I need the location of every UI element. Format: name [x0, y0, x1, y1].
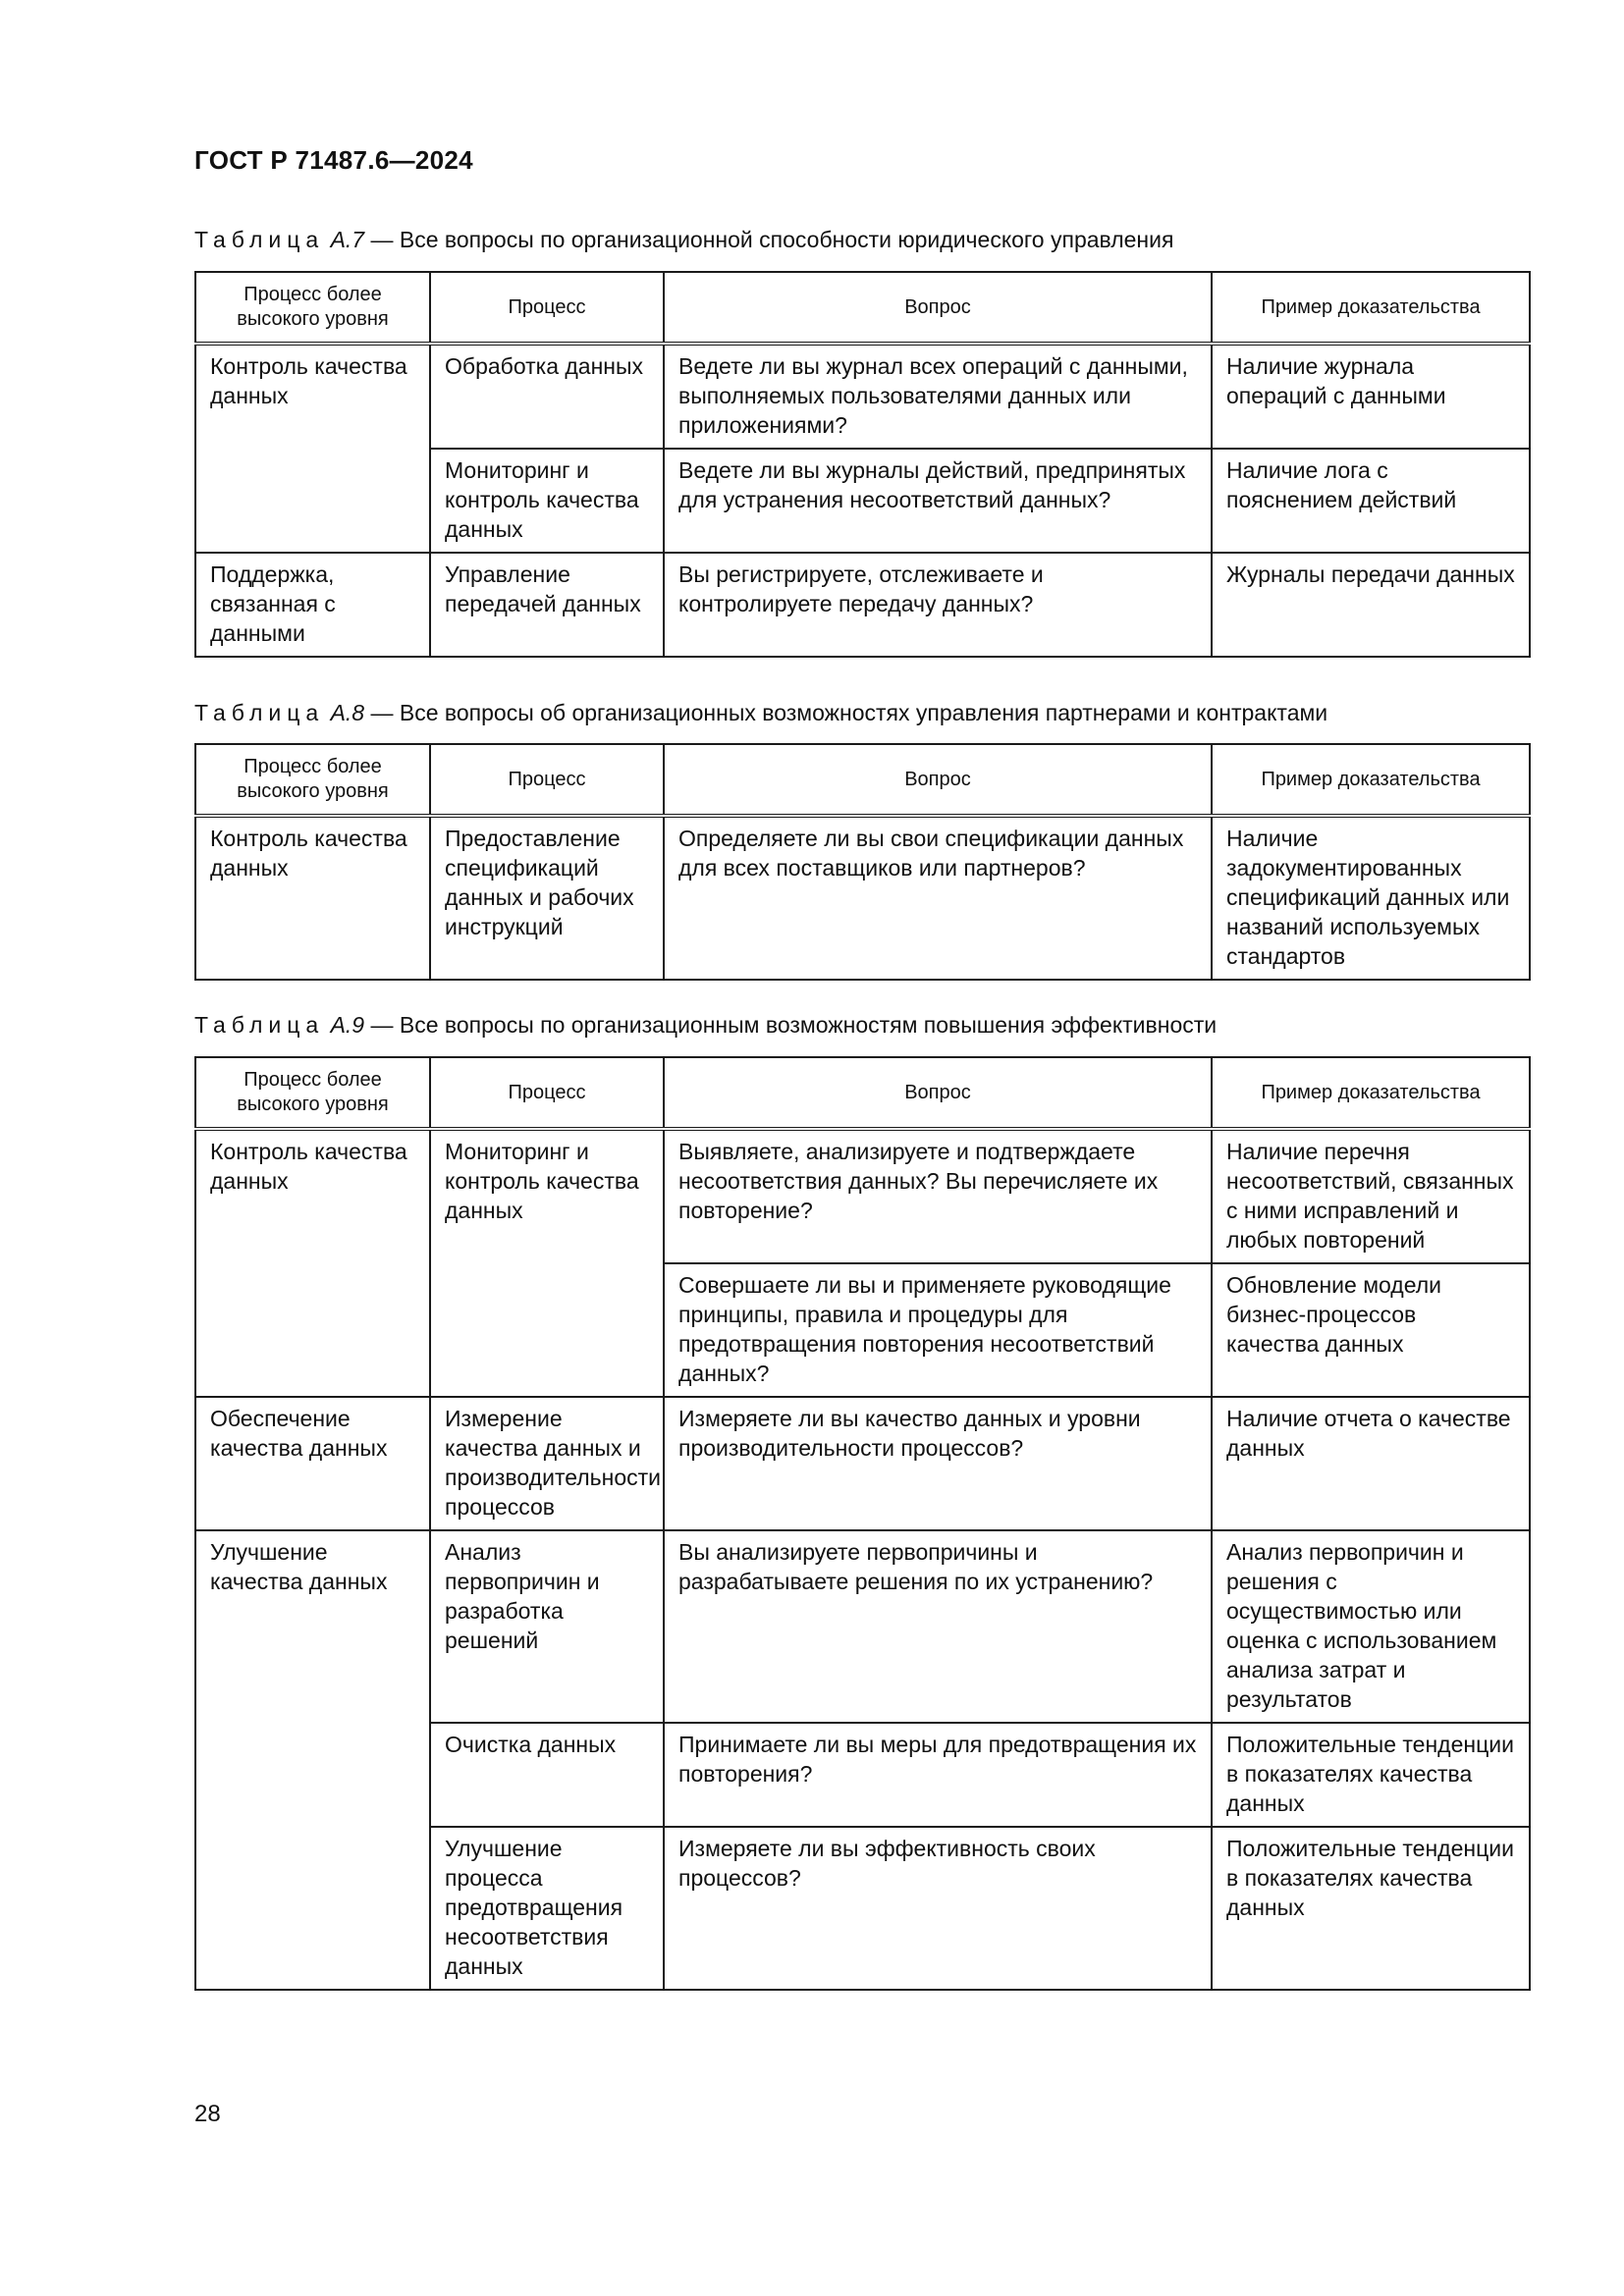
cell-group: Контроль качества данных [195, 1129, 430, 1397]
cell-evidence: Анализ первопричин и решения с осуществимостью или оценка с использованием анализа затрат и результатов [1212, 1530, 1530, 1723]
cell-process: Управление передачей данных [430, 553, 664, 657]
table-row [195, 344, 1530, 449]
header-evidence-example: Пример доказательства [1212, 744, 1530, 816]
header-higher-level-process: Процесс более высокого уровня [195, 744, 430, 816]
table-caption-a9 [194, 1012, 1217, 1039]
header-process: Процесс [430, 272, 664, 344]
header-evidence-example: Пример доказательства [1212, 272, 1530, 344]
cell-evidence: Наличие перечня несоответствий, связанных с ними исправлений и любых повторений [1212, 1129, 1530, 1263]
cell-question: Ведете ли вы журналы действий, предпринятых для устранения несоответствий данных? [664, 449, 1212, 553]
caption-label: Таблица [194, 227, 325, 252]
table-row [195, 1129, 1530, 1263]
cell-process: Улучшение процесса предотвращения несоответствия данных [430, 1827, 664, 1990]
cell-process: Обработка данных [430, 344, 664, 449]
cell-process: Мониторинг и контроль качества данных [430, 449, 664, 553]
caption-label: Таблица [194, 1012, 325, 1038]
caption-text: — Все вопросы по организационной способности юридического управления [364, 227, 1174, 252]
caption-number: А.7 [330, 227, 365, 252]
cell-question: Измеряете ли вы качество данных и уровни производительности процессов? [664, 1397, 1212, 1530]
cell-question: Совершаете ли вы и применяете руководящие принципы, правила и процедуры для предотвращения повторения несоответствий данных? [664, 1263, 1212, 1397]
cell-question: Определяете ли вы свои спецификации данных для всех поставщиков или партнеров? [664, 816, 1212, 980]
cell-evidence: Положительные тенденции в показателях качества данных [1212, 1827, 1530, 1990]
cell-process: Предоставление спецификаций данных и рабочих инструкций [430, 816, 664, 980]
table-a8 [194, 743, 1531, 981]
cell-process: Очистка данных [430, 1723, 664, 1827]
cell-question: Ведете ли вы журнал всех операций с данными, выполняемых пользователями данных или приложениями? [664, 344, 1212, 449]
cell-question: Вы анализируете первопричины и разрабатываете решения по их устранению? [664, 1530, 1212, 1723]
table-row [195, 553, 1530, 657]
header-question: Вопрос [664, 1057, 1212, 1129]
caption-text: — Все вопросы об организационных возможностях управления партнерами и контрактами [364, 700, 1328, 725]
document-title: ГОСТ Р 71487.6—2024 [194, 145, 473, 175]
cell-evidence: Наличие журнала операций с данными [1212, 344, 1530, 449]
cell-evidence: Журналы передачи данных [1212, 553, 1530, 657]
cell-question: Измеряете ли вы эффективность своих процессов? [664, 1827, 1212, 1990]
table-row [195, 816, 1530, 980]
caption-text: — Все вопросы по организационным возможностям повышения эффективности [364, 1012, 1218, 1038]
cell-evidence: Наличие отчета о качестве данных [1212, 1397, 1530, 1530]
header-higher-level-process: Процесс более высокого уровня [195, 272, 430, 344]
cell-question: Выявляете, анализируете и подтверждаете несоответствия данных? Вы перечисляете их повторение? [664, 1129, 1212, 1263]
table-row [195, 1530, 1530, 1723]
cell-evidence: Наличие лога с пояснением действий [1212, 449, 1530, 553]
caption-number: А.8 [330, 700, 365, 725]
cell-evidence: Наличие задокументированных спецификаций данных или названий используемых стандартов [1212, 816, 1530, 980]
caption-number: А.9 [330, 1012, 365, 1038]
cell-evidence: Положительные тенденции в показателях качества данных [1212, 1723, 1530, 1827]
cell-process: Измерение качества данных и производительности процессов [430, 1397, 664, 1530]
cell-group: Поддержка, связанная с данными [195, 553, 430, 657]
header-question: Вопрос [664, 272, 1212, 344]
cell-process: Анализ первопричин и разработка решений [430, 1530, 664, 1723]
table-caption-a7 [194, 227, 1173, 253]
cell-group: Обеспечение качества данных [195, 1397, 430, 1530]
cell-group: Контроль качества данных [195, 344, 430, 553]
cell-process: Мониторинг и контроль качества данных [430, 1129, 664, 1397]
cell-group: Контроль качества данных [195, 816, 430, 980]
table-a7 [194, 271, 1531, 658]
cell-question: Принимаете ли вы меры для предотвращения их повторения? [664, 1723, 1212, 1827]
table-row [195, 1397, 1530, 1530]
cell-question: Вы регистрируете, отслеживаете и контролируете передачу данных? [664, 553, 1212, 657]
page-number: 28 [194, 2101, 221, 2127]
table-caption-a8 [194, 700, 1327, 726]
header-process: Процесс [430, 744, 664, 816]
header-question: Вопрос [664, 744, 1212, 816]
header-higher-level-process: Процесс более высокого уровня [195, 1057, 430, 1129]
cell-evidence: Обновление модели бизнес-процессов качества данных [1212, 1263, 1530, 1397]
header-evidence-example: Пример доказательства [1212, 1057, 1530, 1129]
caption-label: Таблица [194, 700, 325, 725]
header-process: Процесс [430, 1057, 664, 1129]
table-a9 [194, 1056, 1531, 1991]
cell-group: Улучшение качества данных [195, 1530, 430, 1990]
